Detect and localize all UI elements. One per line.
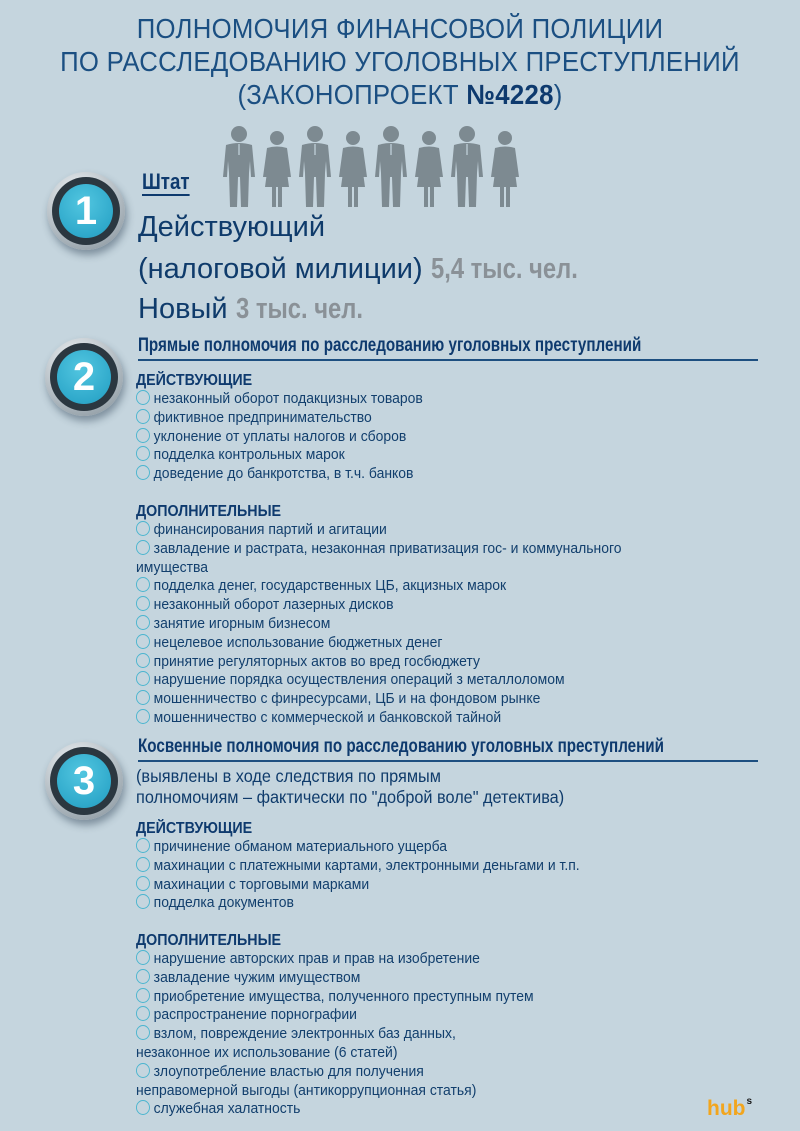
- list-item: причинение обманом материального ущерба: [136, 838, 731, 857]
- list-item: подделка документов: [136, 894, 731, 913]
- category-label: ДЕЙСТВУЮЩИЕ: [136, 820, 253, 837]
- category-label: ДОПОЛНИТЕЛЬНЫЕ: [136, 503, 282, 520]
- list-item: незаконный оборот подакцизных товаров: [136, 390, 731, 409]
- list-item: взлом, повреждение электронных баз данных,: [136, 1025, 731, 1044]
- list-item: нарушение порядка осуществления операций з металлоломом: [136, 671, 731, 690]
- badge-number: 2: [57, 350, 111, 404]
- list-item: приобретение имущества, полученного преступным путем: [136, 988, 731, 1007]
- circle-bullet-icon: [136, 969, 150, 984]
- section-2-heading: Прямые полномочия по расследованию уголовных преступлений: [138, 335, 642, 356]
- title-line-3-prefix: (ЗАКОНОПРОЕКТ: [237, 79, 467, 110]
- section-3-heading: Косвенные полномочия по расследованию уголовных преступлений: [138, 736, 664, 757]
- section-3-current: [136, 819, 776, 913]
- hubs-logo: [707, 1096, 752, 1121]
- section-2-divider: [138, 359, 758, 361]
- badge-number: 3: [57, 754, 111, 808]
- title-line-1: ПОЛНОМОЧИЯ ФИНАНСОВОЙ ПОЛИЦИИ: [136, 13, 664, 44]
- circle-bullet-icon: [136, 950, 150, 965]
- bill-number: №4228: [466, 79, 554, 110]
- list-item: махинации с торговыми марками: [136, 876, 731, 895]
- list-item: занятие игорным бизнесом: [136, 615, 731, 634]
- list-item: служебная халатность: [136, 1100, 731, 1119]
- woman-icon: [414, 125, 444, 207]
- circle-bullet-icon: [136, 615, 150, 630]
- circle-bullet-icon: [136, 876, 150, 891]
- badge-number: 1: [59, 184, 113, 238]
- new-staff-label: Новый: [138, 293, 228, 325]
- list-item: нарушение авторских прав и прав на изобретение: [136, 950, 731, 969]
- note-line-2: полномочиям – фактически по "доброй воле" детектива): [136, 787, 565, 807]
- list-item-continuation: незаконное их использование (6 статей): [136, 1043, 398, 1061]
- circle-bullet-icon: [136, 1025, 150, 1040]
- circle-bullet-icon: [136, 409, 150, 424]
- note-line-1: (выявлены в ходе следствия по прямым: [136, 766, 441, 786]
- title-line-2: ПО РАССЛЕДОВАНИЮ УГОЛОВНЫХ ПРЕСТУПЛЕНИЙ: [60, 46, 740, 77]
- circle-bullet-icon: [136, 596, 150, 611]
- current-staff-sub: (налоговой милиции): [138, 253, 423, 285]
- circle-bullet-icon: [136, 838, 150, 853]
- man-icon: [222, 125, 256, 207]
- man-icon: [374, 125, 408, 207]
- list-item: подделка контрольных марок: [136, 446, 731, 465]
- list-item: финансирования партий и агитации: [136, 521, 731, 540]
- section-2-current: [136, 371, 776, 484]
- section-3-divider: [138, 760, 758, 762]
- logo-text: hub: [707, 1097, 746, 1120]
- staff-label: Штат: [142, 169, 190, 194]
- list-item: фиктивное предпринимательство: [136, 409, 731, 428]
- circle-bullet-icon: [136, 709, 150, 724]
- title-line-3-suffix: ): [553, 79, 563, 110]
- circle-bullet-icon: [136, 540, 150, 555]
- man-icon: [450, 125, 484, 207]
- section-3-additional: [136, 931, 776, 1119]
- list-item: незаконный оборот лазерных дисков: [136, 596, 731, 615]
- title-line-3: [32, 78, 768, 111]
- list-item: махинации с платежными картами, электронными деньгами и т.п.: [136, 857, 731, 876]
- circle-bullet-icon: [136, 671, 150, 686]
- woman-icon: [338, 125, 368, 207]
- current-staff-row: [138, 252, 610, 286]
- list-item: доведение до банкротства, в т.ч. банков: [136, 465, 731, 484]
- staff-people-icons: [222, 125, 520, 207]
- circle-bullet-icon: [136, 428, 150, 443]
- list-item-continuation: неправомерной выгоды (антикоррупционная статья): [136, 1081, 477, 1099]
- circle-bullet-icon: [136, 857, 150, 872]
- list-item: уклонение от уплаты налогов и сборов: [136, 428, 731, 447]
- list-item: злоупотребление властью для получения: [136, 1063, 731, 1082]
- circle-bullet-icon: [136, 1100, 150, 1115]
- woman-icon: [262, 125, 292, 207]
- section-2-additional: [136, 502, 776, 728]
- category-label: ДЕЙСТВУЮЩИЕ: [136, 372, 253, 389]
- circle-bullet-icon: [136, 1063, 150, 1078]
- woman-icon: [490, 125, 520, 207]
- page-title: [32, 12, 768, 111]
- list-item: мошенничество с финресурсами, ЦБ и на фондовом рынке: [136, 690, 731, 709]
- section-1-badge: [47, 172, 125, 250]
- section-2-badge: [45, 338, 123, 416]
- list-item: завладение и растрата, незаконная приватизация гос- и коммунального: [136, 540, 731, 559]
- circle-bullet-icon: [136, 634, 150, 649]
- circle-bullet-icon: [136, 988, 150, 1003]
- circle-bullet-icon: [136, 465, 150, 480]
- section-3-badge: [45, 742, 123, 820]
- new-staff-row: [138, 292, 390, 326]
- circle-bullet-icon: [136, 446, 150, 461]
- logo-superscript: s: [746, 1096, 753, 1107]
- list-item: мошенничество с коммерческой и банковской тайной: [136, 709, 731, 728]
- circle-bullet-icon: [136, 653, 150, 668]
- list-item: распространение порнографии: [136, 1006, 731, 1025]
- section-3-note: [136, 766, 776, 808]
- list-item: принятие регуляторных актов во вред госбюджету: [136, 653, 731, 672]
- list-item: нецелевое использование бюджетных денег: [136, 634, 731, 653]
- category-label: ДОПОЛНИТЕЛЬНЫЕ: [136, 932, 282, 949]
- list-item-continuation: имущества: [136, 558, 208, 576]
- new-staff-value: 3 тыс. чел.: [235, 293, 363, 325]
- list-item: подделка денег, государственных ЦБ, акцизных марок: [136, 577, 731, 596]
- circle-bullet-icon: [136, 521, 150, 536]
- circle-bullet-icon: [136, 690, 150, 705]
- circle-bullet-icon: [136, 577, 150, 592]
- circle-bullet-icon: [136, 390, 150, 405]
- list-item: завладение чужим имуществом: [136, 969, 731, 988]
- man-icon: [298, 125, 332, 207]
- circle-bullet-icon: [136, 1006, 150, 1021]
- circle-bullet-icon: [136, 894, 150, 909]
- current-staff-label: Действующий: [138, 211, 326, 243]
- current-staff-value: 5,4 тыс. чел.: [430, 253, 578, 285]
